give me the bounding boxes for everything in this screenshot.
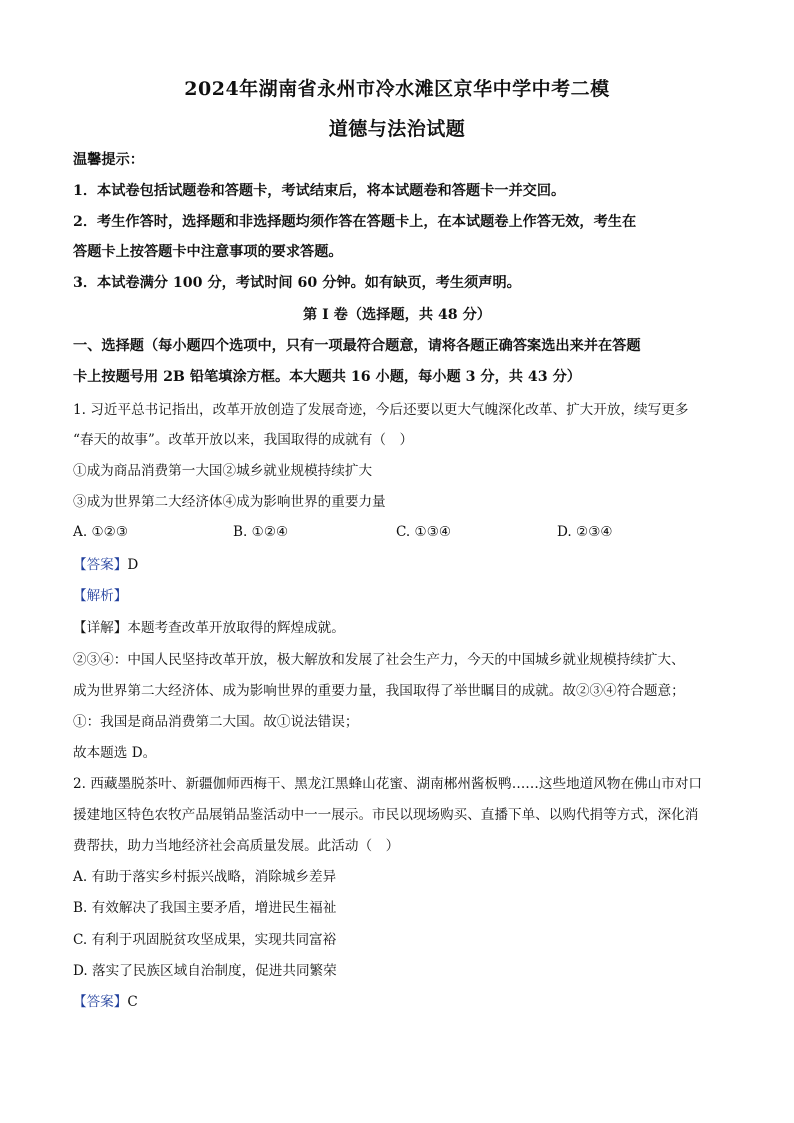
- q2-stem-line-1: 2. 西藏墨脱茶叶、新疆伽师西梅干、黑龙江黑蜂山花蜜、湖南郴州酱板鸭……这些地道风物在佛山市对口: [73, 776, 703, 792]
- q2-answer: C: [127, 994, 138, 1010]
- notice-item-2-cont: 答题卡上按答题卡中注意事项的要求答题。: [73, 244, 343, 260]
- q1-conclusion: 故本题选 D。: [73, 745, 157, 761]
- section-instruction-1: 一、选择题（每小题四个选项中，只有一项最符合题意，请将各题正确答案选出来并在答题: [73, 338, 641, 354]
- q1-answer-tag: 【答案】: [73, 557, 128, 573]
- q1-option-d: D. ②③④: [557, 524, 613, 540]
- q1-explain-line-2: 成为世界第二大经济体、成为影响世界的重要力量，我国取得了举世瞩目的成就。故②③④符合题意；: [73, 683, 685, 699]
- q1-option-c: C. ①③④: [396, 524, 452, 540]
- q2-option-a: A. 有助于落实乡村振兴战略，消除城乡差异: [73, 869, 337, 885]
- notice-heading: 温馨提示：: [73, 152, 144, 168]
- q2-stem-line-3: 费帮扶，助力当地经济社会高质量发展。此活动（ ）: [73, 838, 400, 854]
- q1-explain-line-3: ①：我国是商品消费第二大国。故①说法错误；: [73, 714, 359, 730]
- q2-option-b: B. 有效解决了我国主要矛盾，增进民生福祉: [73, 900, 337, 916]
- q2-answer-tag: 【答案】: [73, 994, 128, 1010]
- q1-stem-line-2: “春天的故事”。改革开放以来，我国取得的成就有（ ）: [73, 432, 414, 448]
- q1-analysis-tag: 【解析】: [73, 588, 128, 604]
- q1-stem-line-1: 1. 习近平总书记指出，改革开放创造了发展奇迹，今后还要以更大气魄深化改革、扩大开放，续写更多: [73, 402, 689, 418]
- notice-item-1: 1．本试卷包括试题卷和答题卡，考试结束后，将本试题卷和答题卡一并交回。: [73, 183, 566, 199]
- q1-detail-tag: 【详解】: [73, 620, 128, 636]
- q2-option-c: C. 有利于巩固脱贫攻坚成果，实现共同富裕: [73, 932, 337, 948]
- document-subtitle: 道德与法治试题: [328, 118, 466, 140]
- q1-statement-2: ③成为世界第二大经济体④成为影响世界的重要力量: [73, 494, 386, 510]
- section-title: 第 I 卷（选择题，共 48 分）: [302, 307, 491, 323]
- section-instruction-2: 卡上按题号用 2B 铅笔填涂方框。本大题共 16 小题，每小题 3 分，共 43 分）: [73, 369, 581, 385]
- q1-answer-row: [73, 555, 138, 575]
- q1-option-b: B. ①②④: [233, 524, 289, 540]
- q1-option-a: A. ①②③: [73, 524, 129, 540]
- document-title: 2024年湖南省永州市冷水滩区京华中学中考二模: [184, 78, 610, 100]
- q1-statement-1: ①成为商品消费第一大国②城乡就业规模持续扩大: [73, 463, 373, 479]
- q1-detail-row: [73, 618, 345, 638]
- q1-answer: D: [127, 557, 139, 573]
- notice-item-2: 2．考生作答时，选择题和非选择题均须作答在答题卡上，在本试题卷上作答无效，考生在: [73, 214, 637, 230]
- q2-option-d: D. 落实了民族区域自治制度，促进共同繁荣: [73, 963, 337, 979]
- q1-explain-line-1: ②③④：中国人民坚持改革开放，极大解放和发展了社会生产力，今天的中国城乡就业规模持续扩大、: [73, 652, 685, 668]
- q1-analysis-row: [73, 586, 127, 606]
- notice-item-3: 3．本试卷满分 100 分，考试时间 60 分钟。如有缺页，考生须声明。: [73, 275, 521, 291]
- q2-stem-line-2: 援建地区特色农牧产品展销品鉴活动中一一展示。市民以现场购买、直播下单、以购代捐等方式，深化消: [73, 807, 699, 823]
- q2-answer-row: [73, 992, 138, 1012]
- q1-detail: 本题考查改革开放取得的辉煌成就。: [127, 620, 345, 636]
